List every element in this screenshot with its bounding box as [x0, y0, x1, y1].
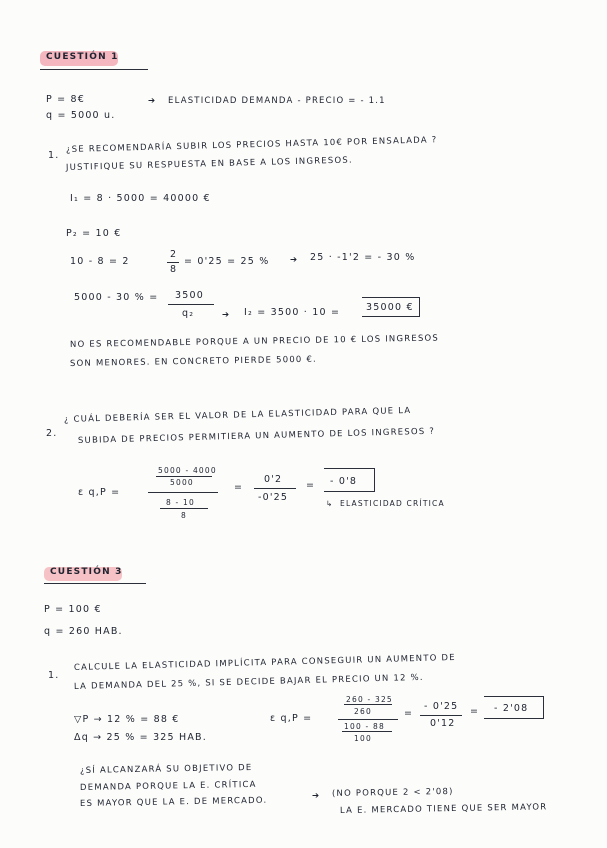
demand-change: Δq → 25 % = 325 HAB.: [74, 732, 207, 743]
side-note: (NO PORQUE 2 < 2'08): [331, 786, 454, 799]
elasticity-result: - 2'08: [494, 703, 529, 714]
quantity-calc: 5000 - 30 % =: [74, 292, 159, 303]
price-value: P = 100 €: [44, 604, 102, 615]
fraction-numerator: 100 - 88: [344, 722, 385, 731]
result-box-top: [324, 468, 374, 469]
item-number: 1.: [48, 150, 60, 161]
equals-sign: =: [404, 708, 414, 719]
fraction-numerator: 260 - 325: [346, 695, 393, 704]
quantity-value: q = 260 HAB.: [44, 626, 123, 637]
fraction-denominator: -0'25: [258, 492, 289, 503]
arrow-icon: ↳: [326, 499, 334, 508]
answer-line: ¿SÍ ALCANZARÁ SU OBJETIVO DE: [79, 762, 253, 776]
fraction-bar: [156, 476, 212, 477]
percent-change: = 0'25 = 25 %: [184, 256, 270, 267]
equals-sign: =: [306, 480, 316, 491]
answer-line: DEMANDA PORQUE LA E. CRÍTICA: [79, 779, 257, 793]
arrow-icon: ➔: [290, 255, 299, 265]
quantity-2-label: q₂: [182, 308, 195, 319]
equals-sign: =: [234, 482, 244, 493]
fraction-bar: [342, 731, 392, 732]
question-line: ¿ CUÁL DEBERÍA SER EL VALOR DE LA ELASTICIDAD PARA QUE LA: [63, 405, 412, 425]
fraction-denominator: 8: [181, 511, 187, 520]
elasticity-symbol: ε q,P =: [78, 487, 121, 498]
underline-bar: [168, 304, 214, 305]
equals-sign: =: [470, 706, 480, 717]
quantity-2-value: 3500: [175, 290, 204, 301]
quantity-change: 25 · -1'2 = - 30 %: [310, 252, 416, 263]
conclusion-line: NO ES RECOMENDABLE PORQUE A UN PRECIO DE 10 € LOS INGRESOS: [69, 333, 440, 350]
question-line: SUBIDA DE PRECIOS PERMITIERA UN AUMENTO DE LOS INGRESOS ?: [77, 426, 436, 446]
result-box-bottom: [324, 491, 374, 492]
fraction-numerator: 5000 - 4000: [158, 466, 217, 475]
result-box-bottom: [362, 316, 420, 317]
fraction-bar: [160, 508, 208, 509]
fraction-numerator: - 0'25: [424, 701, 459, 712]
item-number: 2.: [46, 428, 58, 439]
price-change: ▽P → 12 % = 88 €: [74, 714, 180, 725]
question-line: LA DEMANDA DEL 25 %, SI SE DECIDE BAJAR EL PRECIO UN 12 %.: [73, 672, 424, 692]
fraction-numerator: 8 - 10: [166, 498, 195, 507]
arrow-icon: ➔: [312, 791, 321, 801]
question-line: JUSTIFIQUE SU RESPUESTA EN BASE A LOS INGRESOS.: [65, 155, 353, 173]
result-box-side: [543, 696, 544, 719]
fraction-denominator: 0'12: [430, 718, 456, 729]
answer-line: ES MAYOR QUE LA E. DE MERCADO.: [79, 795, 268, 809]
elasticity-result: - 0'8: [330, 476, 358, 487]
elasticity-symbol: ε q,P =: [270, 713, 313, 724]
critical-elasticity-label: ELASTICIDAD CRÍTICA: [340, 499, 445, 508]
quantity-value: q = 5000 u.: [46, 110, 116, 121]
fraction-denominator: 260: [354, 707, 372, 716]
fraction-bar: [344, 704, 392, 705]
result-box-top: [484, 696, 544, 697]
question-1-heading: CUESTIÓN 1: [46, 52, 119, 62]
main-fraction-bar: [338, 719, 398, 720]
price-2: P₂ = 10 €: [66, 228, 122, 239]
fraction-numerator: 0'2: [264, 474, 283, 485]
income-2-result: 35000 €: [366, 302, 414, 313]
fraction-bar: [167, 262, 179, 263]
income-1: I₁ = 8 · 5000 = 40000 €: [70, 193, 211, 204]
question-3-heading: CUESTIÓN 3: [50, 567, 123, 577]
fraction-numerator: 2: [170, 249, 178, 260]
arrow-icon: ➔: [148, 96, 157, 106]
fraction-denominator: 8: [170, 264, 178, 275]
price-value: P = 8€: [46, 94, 86, 105]
heading-underline: [40, 69, 148, 70]
result-box-bottom: [484, 718, 544, 719]
arrow-icon: ➔: [222, 310, 231, 320]
result-box-side: [419, 297, 420, 317]
item-number: 1.: [48, 670, 60, 681]
fraction-bar: [420, 715, 462, 716]
elasticity-given: ELASTICIDAD DEMANDA - PRECIO = - 1.1: [168, 96, 386, 106]
heading-underline: [44, 583, 146, 584]
conclusion-line: SON MENORES. EN CONCRETO PIERDE 5000 €.: [69, 354, 318, 369]
price-difference: 10 - 8 = 2: [70, 256, 130, 267]
fraction-denominator: 5000: [170, 478, 194, 487]
income-2: I₂ = 3500 · 10 =: [244, 307, 341, 318]
question-line: CALCULE LA ELASTICIDAD IMPLÍCITA PARA CONSEGUIR UN AUMENTO DE: [73, 653, 456, 673]
side-note: LA E. MERCADO TIENE QUE SER MAYOR: [339, 802, 548, 816]
main-fraction-bar: [148, 492, 218, 493]
result-box-top: [362, 297, 420, 298]
fraction-bar: [254, 488, 296, 489]
result-box-side: [374, 468, 375, 492]
fraction-denominator: 100: [354, 734, 372, 743]
question-line: ¿SE RECOMENDARÍA SUBIR LOS PRECIOS HASTA 10€ POR ENSALADA ?: [65, 135, 438, 155]
